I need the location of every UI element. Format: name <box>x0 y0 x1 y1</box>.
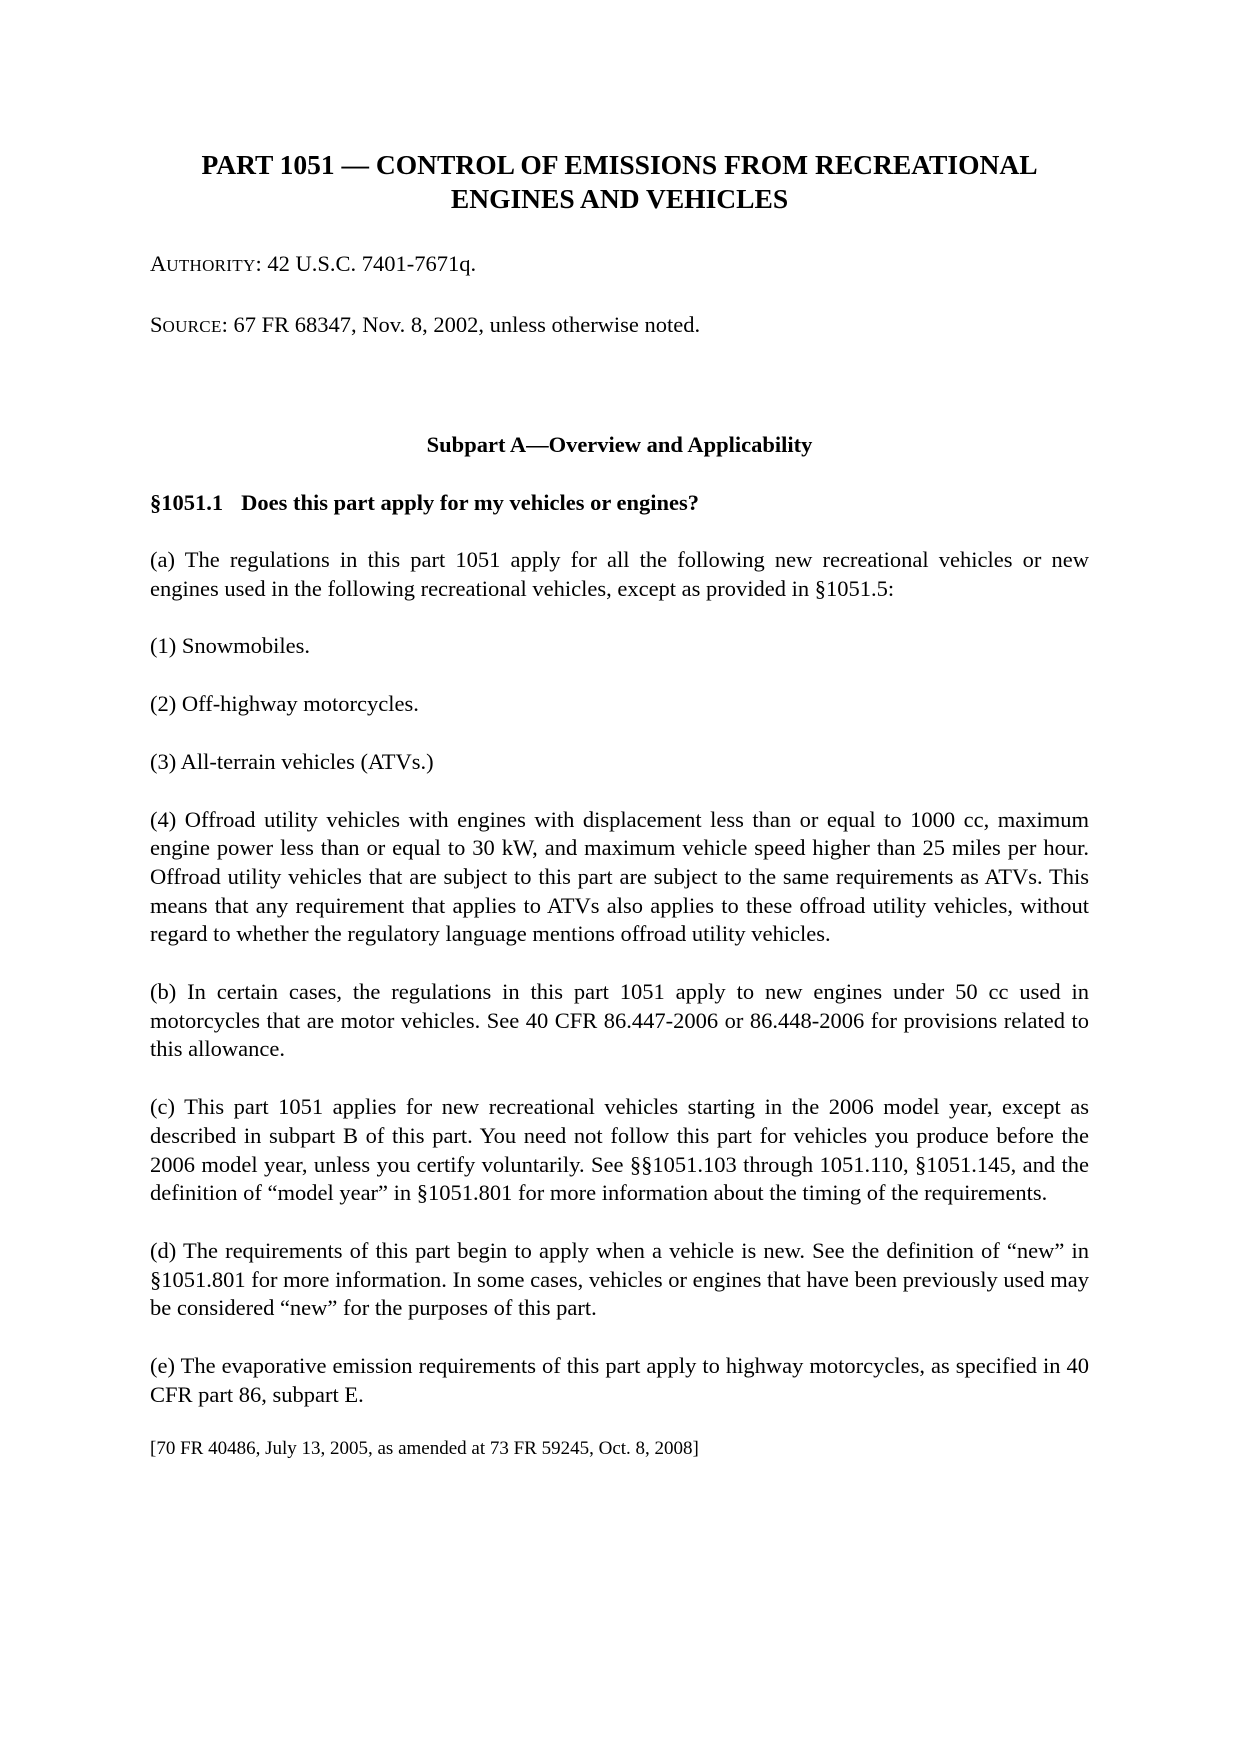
subpart-heading: Subpart A—Overview and Applicability <box>426 432 813 457</box>
part-title: PART 1051 — CONTROL OF EMISSIONS FROM RECREATIONAL ENGINES AND VEHICLES <box>201 149 1038 214</box>
source-line <box>150 311 1089 341</box>
source-label-initial: S <box>150 312 163 337</box>
authority-label-initial: A <box>150 251 167 276</box>
source-text: : 67 FR 68347, Nov. 8, 2002, unless otherwise noted. <box>221 312 701 337</box>
section-title: Does this part apply for my vehicles or engines? <box>241 490 700 515</box>
section-heading <box>150 489 1089 517</box>
authority-line <box>150 250 1089 280</box>
paragraph-b: (b) In certain cases, the regulations in this part 1051 apply to new engines under 50 cc used in motorcycles that are motor vehicles. See 40 CFR 86.447-2006 or 86.448-2006 for provisions related to this allowance. <box>150 979 1089 1062</box>
authority-label-rest: UTHORITY <box>166 256 256 275</box>
paragraph-a-4: (4) Offroad utility vehicles with engines with displacement less than or equal to 1000 cc, maximum engine power less than or equal to 30 kW, and maximum vehicle speed higher than 25 miles per hour. Offroad utility vehicles that are subject to this part are subject to the same requirements as ATVs. This means that any requirement that applies to ATVs also applies to these offroad utility vehicles, without regard to whether the regulatory language mentions offroad utility vehicles. <box>150 806 1089 947</box>
source-label-rest: OURCE <box>162 317 222 336</box>
paragraph-a-2: (2) Off-highway motorcycles. <box>150 691 419 717</box>
authority-text: : 42 U.S.C. 7401-7671q. <box>255 251 477 276</box>
paragraph-a: (a) The regulations in this part 1051 apply for all the following new recreational vehicles or new engines used in the following recreational vehicles, except as provided in §1051.5: <box>150 547 1089 601</box>
paragraph-a-3: (3) All-terrain vehicles (ATVs.) <box>150 748 434 774</box>
paragraph-c: (c) This part 1051 applies for new recreational vehicles starting in the 2006 model year, except as described in subpart B of this part. You need not follow this part for vehicles you produce before the 2006 model year, unless you certify voluntarily. See §§1051.103 through 1051.110, §1051.145, and the definition of “model year” in §1051.801 for more information about the timing of the requirements. <box>150 1094 1089 1206</box>
paragraph-a-1: (1) Snowmobiles. <box>150 633 310 659</box>
paragraph-d: (d) The requirements of this part begin to apply when a vehicle is new. See the definition of “new” in §1051.801 for more information. In some cases, vehicles or engines that have been previously used may be considered “new” for the purposes of this part. <box>150 1237 1089 1321</box>
section-number: §1051.1 <box>150 490 224 515</box>
source-citation: [70 FR 40486, July 13, 2005, as amended at 73 FR 59245, Oct. 8, 2008] <box>150 1438 699 1460</box>
paragraph-e: (e) The evaporative emission requirements of this part apply to highway motorcycles, as specified in 40 CFR part 86, subpart E. <box>150 1353 1089 1407</box>
document-page <box>150 148 1089 1461</box>
